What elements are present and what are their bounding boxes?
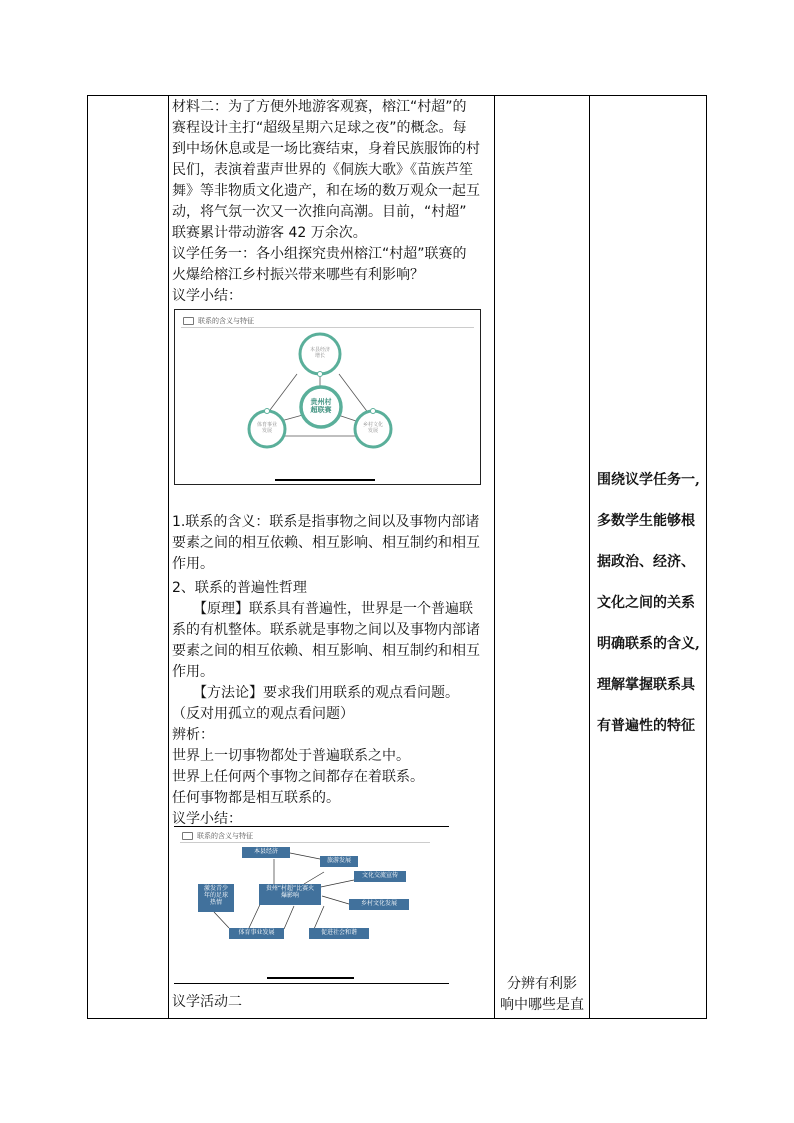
material-line: 联赛累计带动游客 42 万余次。 — [172, 225, 367, 241]
method-line: 【方法论】要求我们用联系的观点看问题。 — [172, 685, 459, 701]
activity-heading: 议学活动二 — [172, 994, 242, 1010]
concept-text — [172, 512, 490, 830]
box-center: 贵州“村超”比赛火 爆影响 — [259, 884, 321, 905]
box-rural-culture: 乡村文化发展 — [349, 899, 409, 910]
intent-line: 理解掌握联系具 — [597, 677, 695, 693]
intent-line: 明确联系的含义, — [597, 636, 700, 652]
node-top-label: 本县经济 增长 — [309, 347, 330, 359]
column-divider — [494, 96, 495, 1018]
definition-line: 1.联系的含义：联系是指事物之间以及事物内部诸 — [172, 514, 480, 530]
student-line: 响中哪些是直 — [500, 997, 584, 1013]
discern-item: 世界上一切事物都处于普遍联系之中。 — [172, 748, 410, 764]
task-line: 火爆给榕江乡村振兴带来哪些有利影响？ — [172, 267, 424, 283]
student-line: 分辨有利影 — [507, 976, 577, 992]
relation-diagram-svg — [175, 310, 480, 484]
material-line: 动，将气氛一次又一次推向高潮。目前，“村超” — [172, 204, 467, 220]
definition-line: 要素之间的相互依赖、相互影响、相互制约和相互 — [172, 535, 480, 551]
figure-impact-diagram — [174, 826, 449, 986]
node-left-label: 体育事业 发展 — [256, 422, 277, 434]
box-culture-exchange: 文化交流宣传 — [354, 871, 406, 882]
figure-title-text: 联系的含义与特征 — [198, 317, 254, 325]
material-text — [172, 97, 490, 307]
intent-line: 据政治、经济、 — [597, 554, 695, 570]
node-center-label: 贵州村 超联赛 — [310, 398, 332, 414]
task-line: 议学任务一：各小组探究贵州榕江“村超”联赛的 — [172, 246, 467, 262]
intent-line: 围绕议学任务一, — [597, 472, 700, 488]
summary-label: 议学小结： — [172, 811, 242, 827]
intent-line: 多数学生能够根 — [597, 513, 695, 529]
design-intent — [597, 470, 701, 757]
box-economy: 本县经济 — [242, 847, 290, 858]
discern-item: 世界上任何两个事物之间都存在着联系。 — [172, 769, 424, 785]
column-divider — [589, 96, 590, 1018]
material-line: 到中场休息或是一场比赛结束，身着民族服饰的村 — [172, 141, 480, 157]
principle-line: 【原理】联系具有普遍性，世界是一个普遍联 — [172, 601, 473, 617]
column-divider — [168, 96, 169, 1018]
section-heading: 2、联系的普遍性哲理 — [172, 580, 307, 596]
node-right-label: 乡村文化 发展 — [362, 422, 383, 434]
method-line: （反对用孤立的观点看问题） — [172, 706, 354, 722]
discern-item: 任何事物都是相互联系的。 — [172, 790, 340, 806]
material-line: 舞》等非物质文化遗产，和在场的数万观众一起互 — [172, 183, 480, 199]
principle-line: 要素之间的相互依赖、相互影响、相互制约和相互 — [172, 643, 480, 659]
box-youth: 激发青少 年的足球 热情 — [198, 884, 234, 912]
summary-label: 议学小结： — [172, 288, 242, 304]
principle-line: 系的有机整体。联系就是事物之间以及事物内部诸 — [172, 622, 480, 638]
material-line: 赛程设计主打“超级星期六足球之夜”的概念。每 — [172, 120, 467, 136]
intent-line: 有普遍性的特征 — [597, 718, 695, 734]
student-activity — [494, 974, 590, 1016]
principle-line: 作用。 — [172, 664, 214, 680]
box-tourism: 旅游发展 — [320, 856, 358, 867]
definition-line: 作用。 — [172, 556, 214, 572]
discern-label: 辨析： — [172, 727, 214, 743]
material-line: 材料二：为了方便外地游客观赛，榕江“村超”的 — [172, 99, 467, 115]
box-harmony: 促进社会和谐 — [309, 928, 369, 939]
figure-relation-diagram — [174, 309, 481, 485]
box-sports: 体育事业发展 — [229, 928, 284, 939]
intent-line: 文化之间的关系 — [597, 595, 695, 611]
figure-title-text: 联系的含义与特征 — [197, 832, 253, 840]
section-rule — [174, 983, 449, 984]
material-line: 民们，表演着蜚声世界的《侗族大歌》《苗族芦笙 — [172, 162, 473, 178]
